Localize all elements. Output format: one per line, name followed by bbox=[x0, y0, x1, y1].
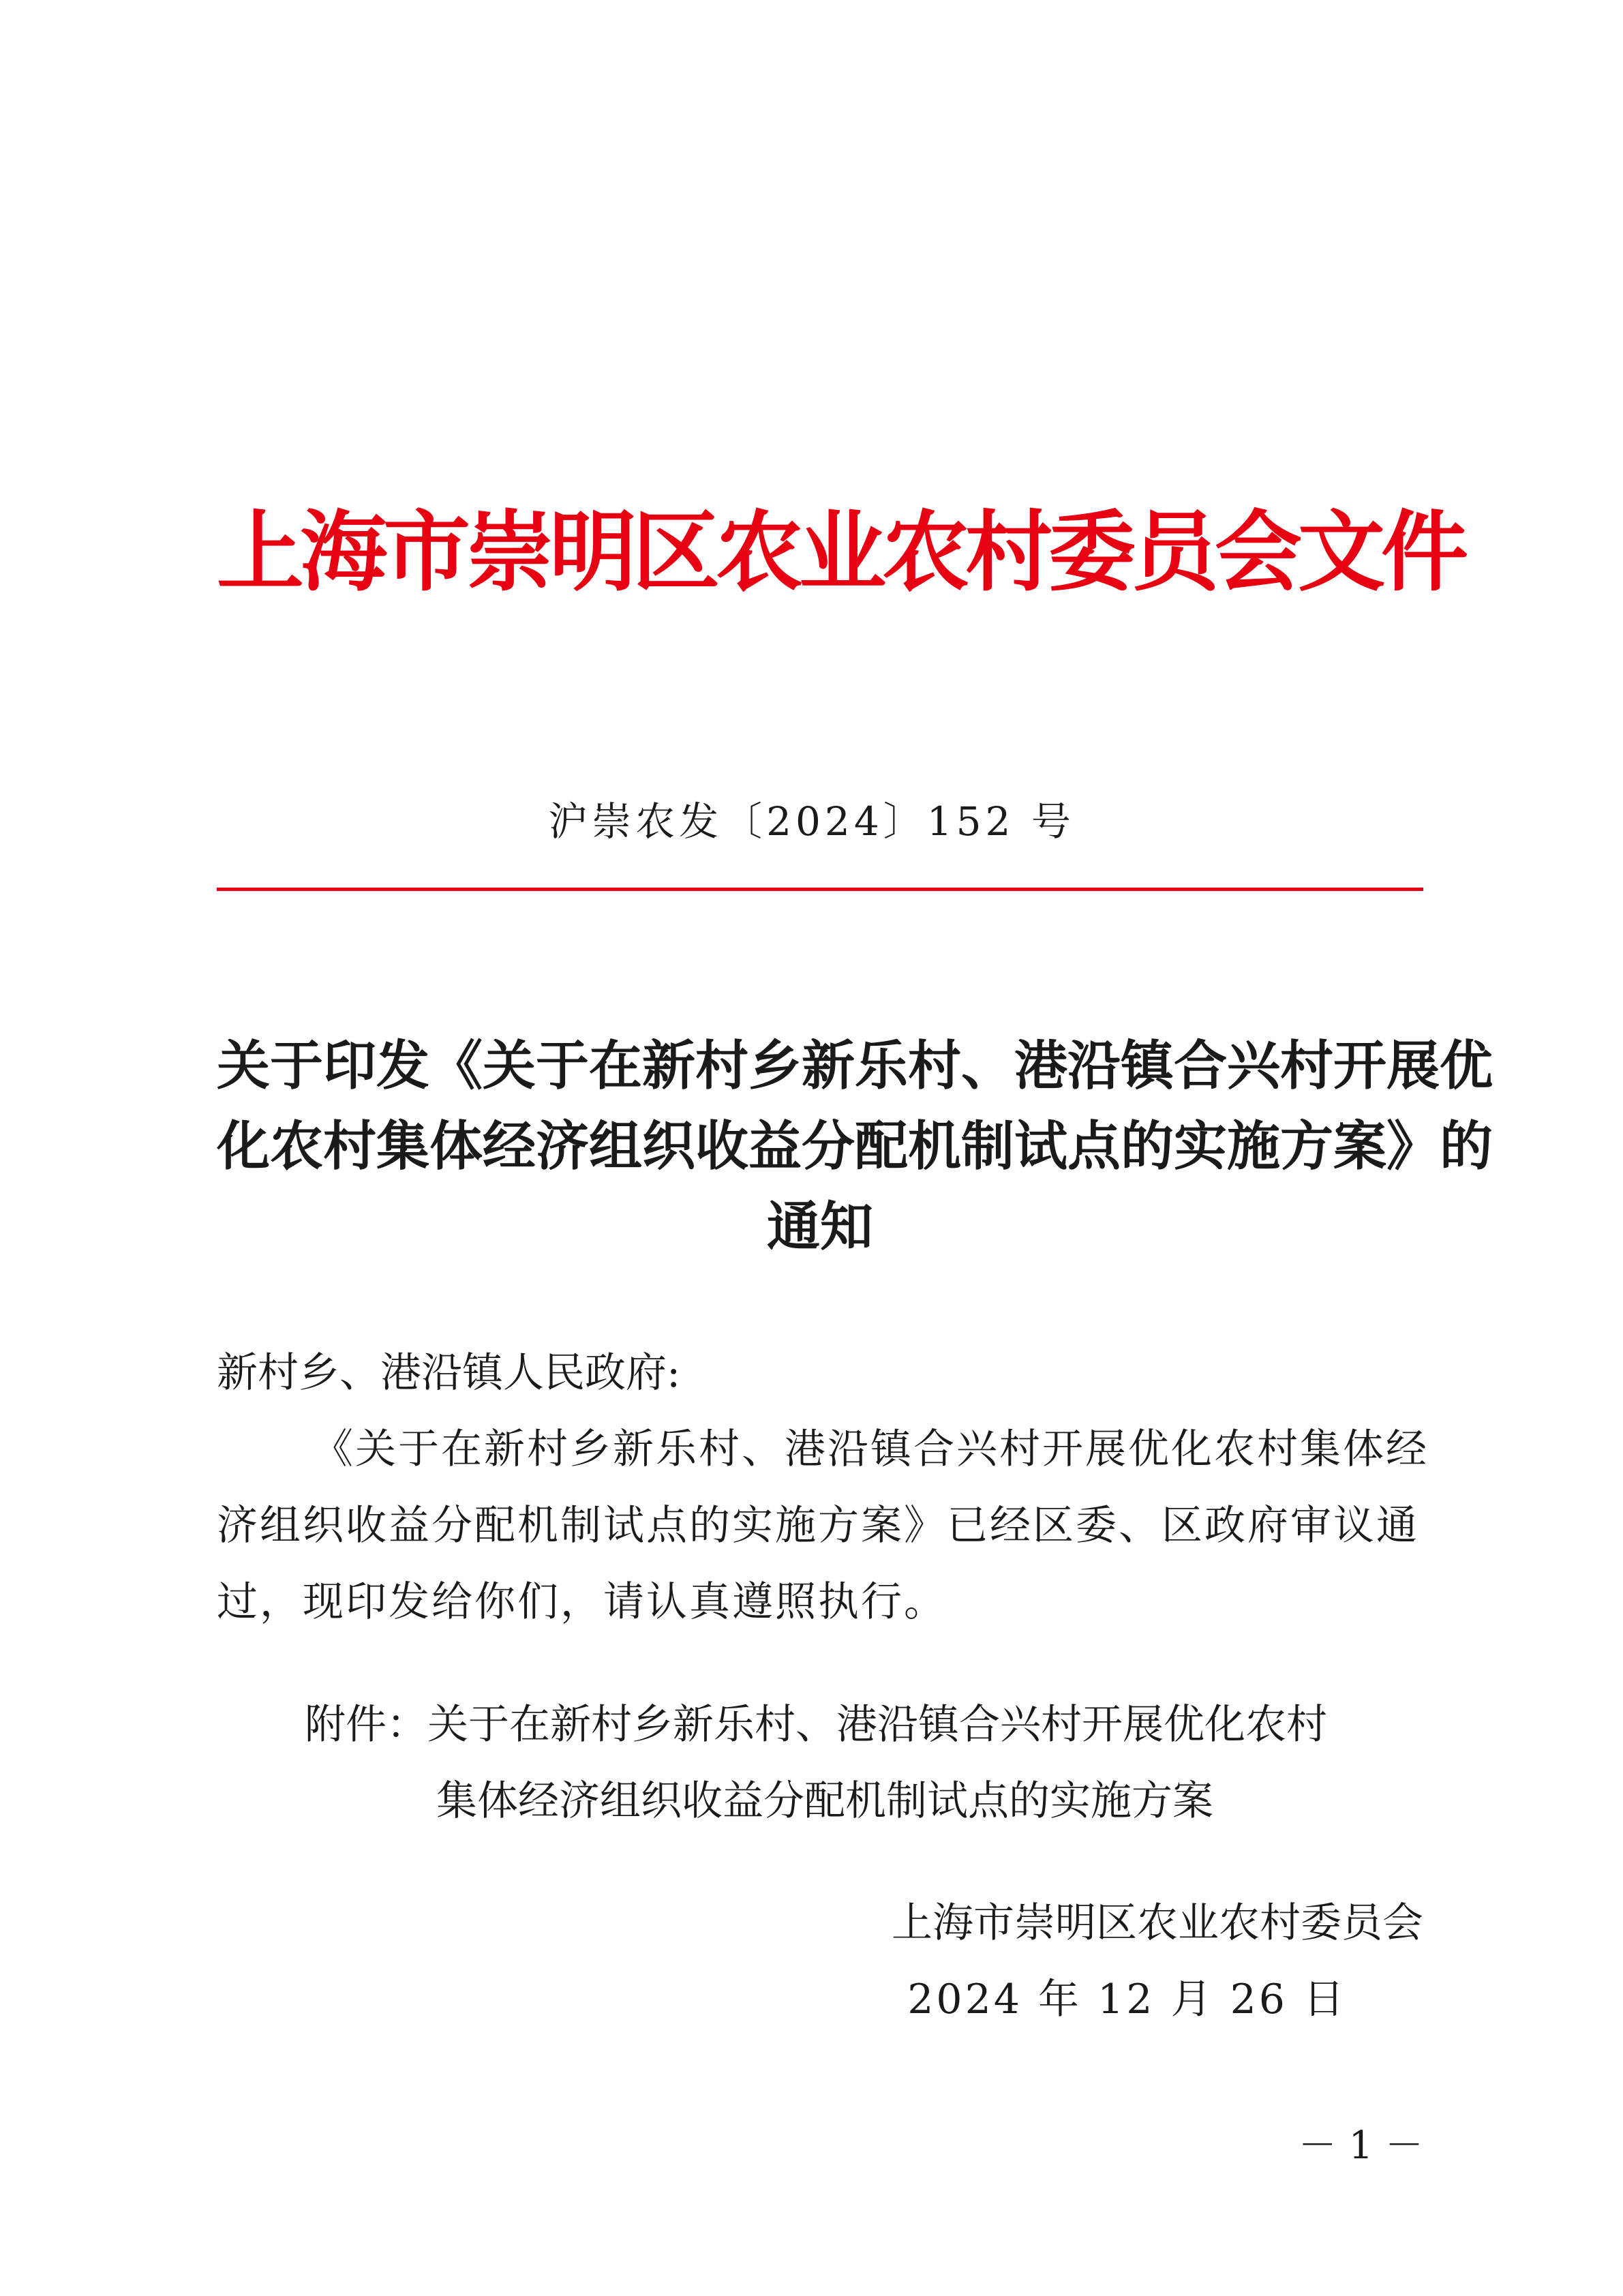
red-divider bbox=[217, 888, 1423, 891]
body-line: 过，现印发给你们，请认真遵照执行。 bbox=[217, 1578, 947, 1626]
notice-title-line: 化农村集体经济组织收益分配机制试点的实施方案》的 bbox=[217, 1115, 1493, 1177]
issue-date: 2024 年 12 月 26 日 bbox=[907, 1976, 1347, 2023]
body-line: 《关于在新村乡新乐村、港沿镇合兴村开展优化农村集体经 bbox=[312, 1425, 1429, 1473]
salutation: 新村乡、港沿镇人民政府: bbox=[217, 1349, 681, 1397]
notice-title bbox=[217, 1026, 1493, 1267]
attachment-line: 附件：关于在新村乡新乐村、港沿镇合兴村开展优化农村 bbox=[305, 1701, 1327, 1749]
issuer-masthead: 上海市崇明区农业农村委员会文件 bbox=[217, 501, 1465, 603]
attachment-line: 集体经济组织收益分配机制试点的实施方案 bbox=[436, 1777, 1213, 1825]
notice-title-line: 关于印发《关于在新村乡新乐村、港沿镇合兴村开展优 bbox=[217, 1035, 1493, 1097]
notice-title-line: 通知 bbox=[766, 1196, 873, 1258]
signer: 上海市崇明区农业农村委员会 bbox=[892, 1899, 1423, 1947]
body-line: 济组织收益分配机制试点的实施方案》已经区委、区政府审议通 bbox=[217, 1502, 1419, 1550]
page-number: － 1 － bbox=[1298, 2124, 1423, 2168]
document-number: 沪崇农发〔2024〕152 号 bbox=[548, 798, 1075, 845]
